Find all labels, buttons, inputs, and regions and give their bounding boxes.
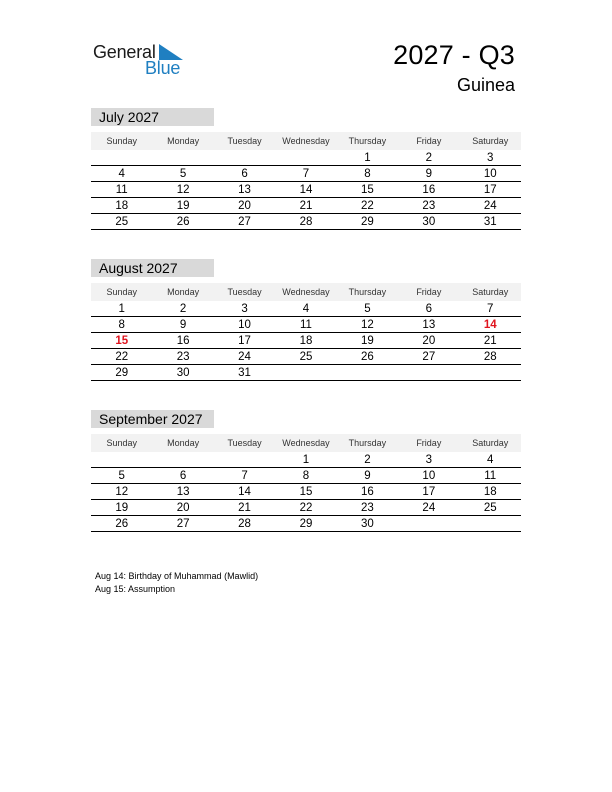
weekday-label: Tuesday	[227, 438, 262, 448]
day-cell: 29	[115, 367, 129, 379]
day-cell: 31	[483, 216, 497, 228]
day-cell	[214, 150, 275, 165]
page-title: 2027 - Q3	[393, 40, 515, 70]
week-row	[91, 500, 521, 516]
day-cell: 31	[238, 367, 251, 379]
day-cell: 8	[302, 470, 310, 482]
week-row	[91, 214, 521, 230]
weekday-label: Friday	[416, 287, 442, 297]
day-cell: 18	[483, 486, 497, 498]
day-cell: 30	[422, 216, 436, 228]
weekday-label: Sunday	[106, 287, 137, 297]
weekday-label: Saturday	[472, 136, 509, 146]
day-cell: 30	[176, 367, 190, 379]
day-cell: 13	[422, 319, 436, 331]
generalblue-logo	[93, 40, 193, 80]
day-cell: 13	[176, 486, 190, 498]
day-cell: 12	[361, 319, 374, 331]
weekday-label: Thursday	[348, 287, 387, 297]
day-cell: 28	[299, 216, 313, 228]
month-block	[91, 410, 521, 532]
day-cell: 14	[483, 319, 497, 331]
day-cell: 25	[483, 502, 497, 514]
day-cell: 3	[425, 454, 433, 466]
day-cell: 4	[487, 454, 494, 466]
day-cell: 28	[483, 351, 497, 363]
day-cell: 1	[118, 303, 125, 315]
day-cell: 1	[302, 454, 310, 466]
day-cell: 5	[118, 470, 125, 482]
day-cell	[275, 365, 336, 380]
day-cell: 29	[299, 518, 313, 530]
weekday-label: Thursday	[348, 438, 387, 448]
day-cell	[398, 516, 459, 531]
day-cell: 3	[241, 303, 248, 315]
weekday-header-row	[91, 132, 521, 150]
weekday-label: Sunday	[106, 136, 137, 146]
day-cell: 19	[361, 335, 374, 347]
day-cell	[152, 150, 213, 165]
day-cell: 26	[115, 518, 129, 530]
day-cell	[91, 150, 152, 165]
week-row	[91, 468, 521, 484]
day-cell: 2	[364, 454, 371, 466]
day-cell: 21	[483, 335, 497, 347]
day-cell	[460, 365, 521, 380]
weekday-label: Friday	[416, 438, 442, 448]
day-cell: 25	[299, 351, 313, 363]
day-cell: 6	[179, 470, 187, 482]
weekday-label: Wednesday	[282, 136, 330, 146]
month-block	[91, 108, 521, 230]
day-cell: 17	[422, 486, 436, 498]
week-row	[91, 452, 521, 468]
weekday-label: Monday	[167, 438, 200, 448]
week-row	[91, 484, 521, 500]
day-cell	[398, 365, 459, 380]
day-cell: 4	[302, 303, 310, 315]
day-cell: 7	[302, 168, 310, 180]
weekday-label: Thursday	[348, 136, 387, 146]
day-cell: 16	[176, 335, 190, 347]
holiday-note: Aug 14: Birthday of Muhammad (Mawlid)	[95, 571, 259, 581]
week-row	[91, 349, 521, 365]
day-cell: 10	[422, 470, 436, 482]
day-cell: 1	[364, 152, 371, 164]
month-title: July 2027	[91, 108, 214, 126]
day-cell: 12	[115, 486, 129, 498]
day-cell: 26	[176, 216, 190, 228]
day-cell: 15	[361, 184, 374, 196]
day-cell: 24	[483, 200, 497, 212]
day-cell: 23	[422, 200, 436, 212]
week-row	[91, 365, 521, 381]
day-cell: 20	[176, 502, 190, 514]
day-cell: 8	[364, 168, 371, 180]
day-cell	[91, 452, 152, 467]
day-cell: 27	[422, 351, 436, 363]
day-cell: 5	[179, 168, 187, 180]
day-cell: 27	[176, 518, 190, 530]
holiday-notes	[95, 570, 258, 596]
week-row	[91, 333, 521, 349]
weekday-label: Wednesday	[282, 438, 330, 448]
day-cell: 25	[115, 216, 129, 228]
day-cell: 7	[241, 470, 248, 482]
month-title: September 2027	[91, 410, 214, 428]
week-row	[91, 198, 521, 214]
logo-text-general: General	[93, 42, 156, 62]
day-cell: 13	[238, 184, 251, 196]
day-cell: 22	[299, 502, 313, 514]
day-cell: 30	[361, 518, 374, 530]
month-title: August 2027	[91, 259, 214, 277]
day-cell: 6	[425, 303, 433, 315]
weekday-label: Monday	[167, 136, 200, 146]
holiday-note: Aug 15: Assumption	[95, 584, 176, 594]
day-cell	[214, 452, 275, 467]
day-cell: 2	[179, 303, 187, 315]
day-cell: 17	[238, 335, 251, 347]
weekday-header-row	[91, 283, 521, 301]
weekday-label: Saturday	[472, 438, 509, 448]
country-name: Guinea	[456, 75, 515, 95]
day-cell: 6	[241, 168, 248, 180]
day-cell: 20	[422, 335, 436, 347]
day-cell: 15	[115, 335, 129, 347]
day-cell: 14	[299, 184, 313, 196]
day-cell: 19	[176, 200, 190, 212]
day-cell: 29	[361, 216, 374, 228]
day-cell: 24	[238, 351, 251, 363]
logo-text-blue: Blue	[145, 58, 181, 78]
day-cell	[460, 516, 521, 531]
weekday-label: Monday	[167, 287, 200, 297]
week-row	[91, 317, 521, 333]
day-cell: 24	[422, 502, 436, 514]
day-cell: 10	[483, 168, 497, 180]
day-cell: 16	[361, 486, 374, 498]
day-cell: 28	[238, 518, 251, 530]
day-cell: 4	[118, 168, 125, 180]
day-cell: 15	[299, 486, 313, 498]
day-cell: 3	[487, 152, 494, 164]
day-cell: 22	[115, 351, 129, 363]
day-cell: 17	[483, 184, 497, 196]
week-row	[91, 150, 521, 166]
week-row	[91, 166, 521, 182]
day-cell	[337, 365, 398, 380]
day-cell: 16	[422, 184, 436, 196]
day-cell: 20	[238, 200, 251, 212]
week-row	[91, 182, 521, 198]
day-cell: 11	[484, 470, 497, 482]
month-block	[91, 259, 521, 381]
day-cell: 7	[487, 303, 494, 315]
day-cell: 26	[361, 351, 374, 363]
day-cell	[275, 150, 336, 165]
week-row	[91, 516, 521, 532]
weekday-label: Tuesday	[227, 136, 262, 146]
day-cell: 23	[176, 351, 190, 363]
day-cell	[152, 452, 213, 467]
day-cell: 8	[118, 319, 125, 331]
day-cell: 9	[364, 470, 371, 482]
day-cell: 2	[425, 152, 433, 164]
weekday-label: Tuesday	[227, 287, 262, 297]
weekday-header-row	[91, 434, 521, 452]
day-cell: 21	[299, 200, 313, 212]
day-cell: 18	[299, 335, 313, 347]
weekday-label: Sunday	[106, 438, 137, 448]
day-cell: 14	[238, 486, 251, 498]
day-cell: 9	[179, 319, 187, 331]
day-cell: 27	[238, 216, 251, 228]
weekday-label: Wednesday	[282, 287, 330, 297]
weekday-label: Friday	[416, 136, 442, 146]
day-cell: 5	[364, 303, 371, 315]
weekday-label: Saturday	[472, 287, 509, 297]
day-cell: 9	[425, 168, 433, 180]
day-cell: 11	[115, 184, 128, 196]
day-cell: 21	[238, 502, 251, 514]
day-cell: 12	[176, 184, 190, 196]
week-row	[91, 301, 521, 317]
day-cell: 10	[238, 319, 251, 331]
day-cell: 11	[300, 319, 312, 331]
day-cell: 18	[115, 200, 129, 212]
day-cell: 19	[115, 502, 129, 514]
day-cell: 23	[361, 502, 374, 514]
day-cell: 22	[361, 200, 374, 212]
